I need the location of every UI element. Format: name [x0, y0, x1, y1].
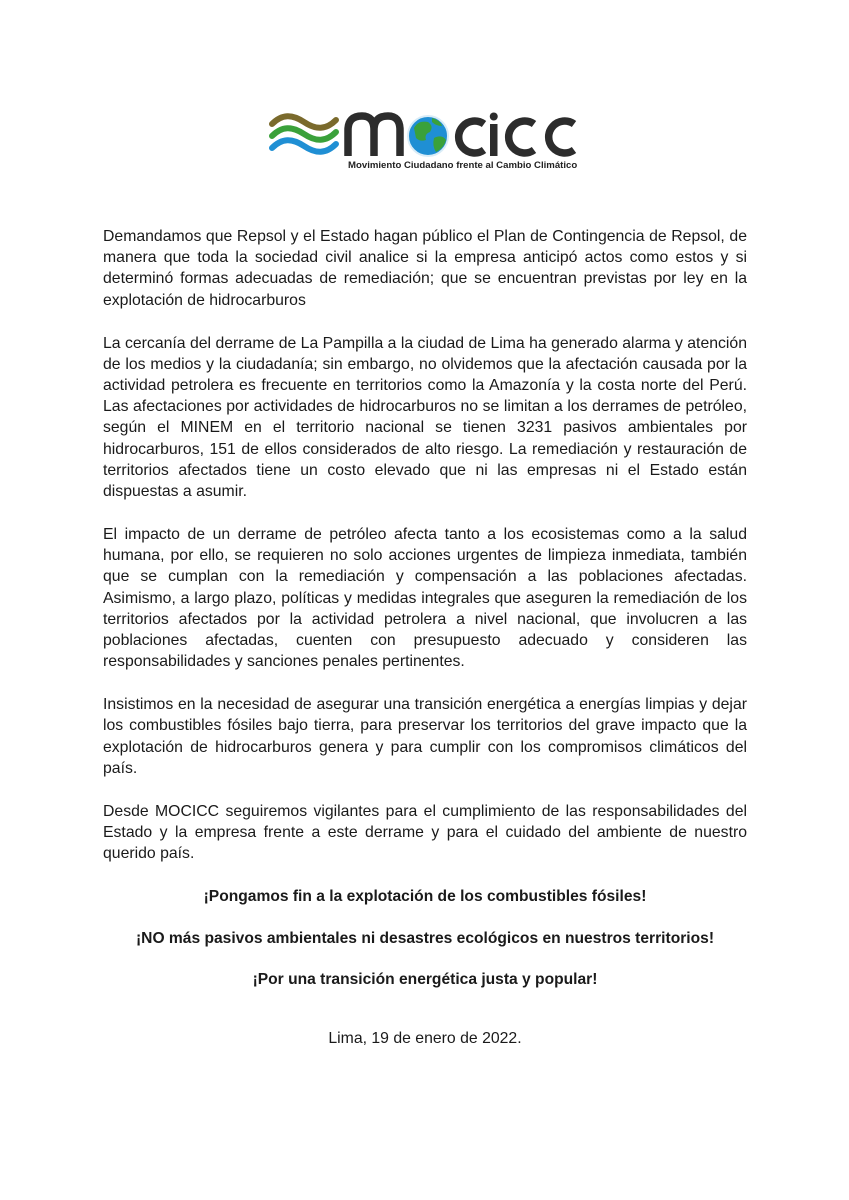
- wave-icon: [272, 116, 336, 152]
- paragraph-impact: El impacto de un derrame de petróleo afecta tanto a los ecosistemas como a la salud humana, por ello, se requieren no solo acciones urgentes de limpieza inmediata, también que se cumplan con la remediación y compensación a las poblaciones afectadas. Asimismo, a largo plazo, políticas y medidas integrales que aseguren la remediación de los territorios afectados por la actividad petrolera a nivel nacional, que involucren a las poblaciones afectadas, cuenten con presupuesto adecuado y consideren las responsabilidades y sanciones penales pertinentes.: [103, 526, 747, 671]
- logo-letter-m: [348, 116, 400, 156]
- slogan-just-transition: ¡Por una transición energética justa y popular!: [252, 971, 598, 989]
- logo-subtitle: Movimiento Ciudadano frente al Cambio Climático: [348, 160, 578, 171]
- mocicc-logo-graphic: [268, 112, 588, 160]
- paragraph-contingency-plan: Demandamos que Repsol y el Estado hagan público el Plan de Contingencia de Repsol, de manera que toda la sociedad civil analice si la empresa anticipó actos como estos y si determinó formas adecuadas de remediación; que se encuentran previstas por ley en la explotación de hidrocarburos: [103, 228, 747, 309]
- mocicc-logo: [268, 112, 588, 176]
- paragraph-mocicc-vigilance: Desde MOCICC seguiremos vigilantes para el cumplimiento de las responsabilidades del Estado y la empresa frente a este derrame y para el cuidado del ambiente de nuestro querido país.: [103, 802, 747, 863]
- logo-letter-c2: [509, 121, 534, 153]
- logo-letter-i: [490, 124, 498, 156]
- date-line: Lima, 19 de enero de 2022.: [328, 1030, 522, 1048]
- paragraph-pampilla-spill: La cercanía del derrame de La Pampilla a la ciudad de Lima ha generado alarma y atención de los medios y la ciudadanía; sin embargo, no olvidemos que la afectación causada por la actividad petrolera es frecuente en territorios como la Amazonía y la costa norte del Perú. Las afectaciones por actividades de hidrocarburos no se limitan a los derrames de petróleo, según el MINEM en el territorio nacional se tienen 3231 pasivos ambientales por hidrocarburos, 151 de ellos considerados de alto riesgo. La remediación y restauración de territorios afectados tiene un costo elevado que ni las empresas ni el Estado están dispuestas a asumir.: [103, 334, 747, 501]
- globe-icon: [408, 116, 448, 156]
- document-body: [103, 226, 747, 1048]
- paragraph-energy-transition: Insistimos en la necesidad de asegurar una transición energética a energías limpias y dejar los combustibles fósiles bajo tierra, para preservar los territorios del grave impacto que la explotación de hidrocarburos genera y para cumplir con los compromisos climáticos del país.: [103, 696, 747, 777]
- slogans: [103, 886, 747, 990]
- logo-letter-c1: [459, 121, 484, 153]
- slogan-no-liabilities: ¡NO más pasivos ambientales ni desastres ecológicos en nuestros territorios!: [135, 929, 715, 947]
- logo-letter-i-dot: [490, 113, 498, 121]
- logo-letter-c3: [549, 121, 574, 153]
- slogan-fossil-fuels: ¡Pongamos fin a la explotación de los combustibles fósiles!: [203, 888, 647, 906]
